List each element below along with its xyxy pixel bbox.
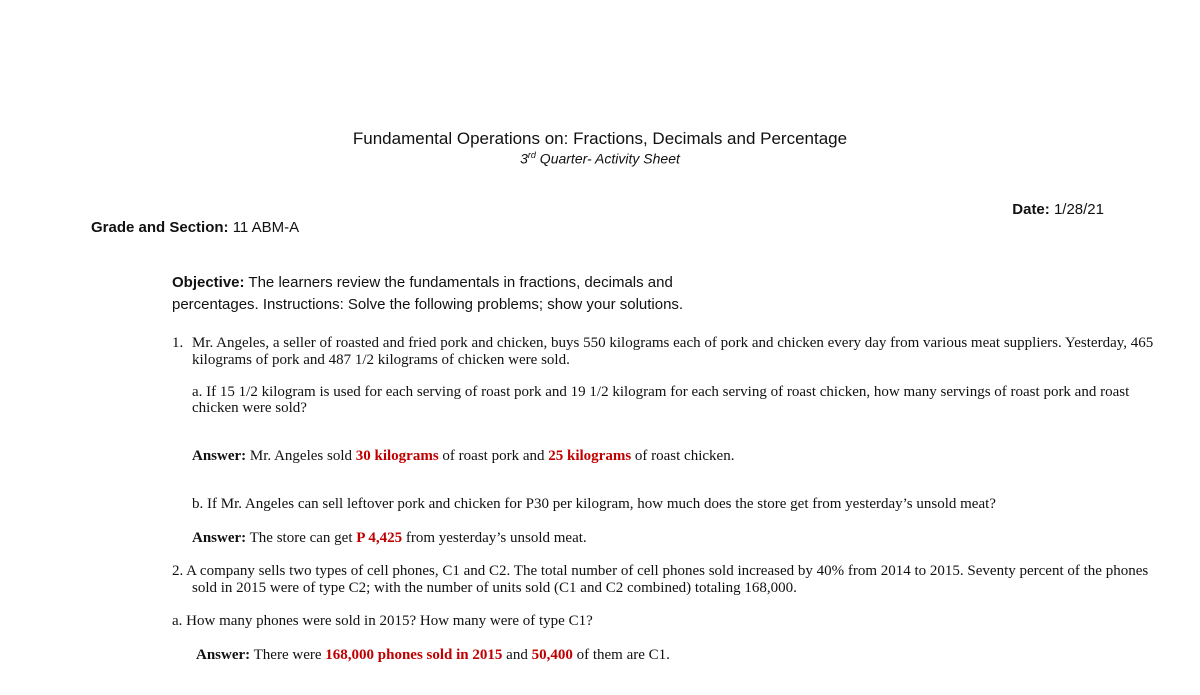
subtitle-text: Quarter- Activity Sheet xyxy=(535,150,680,167)
problem-1b-line: b. If Mr. Angeles can sell leftover pork and chicken for P30 per kilogram, how much does the store get from yesterday’s unsold meat? xyxy=(192,496,996,512)
answer-text: Mr. Angeles sold xyxy=(246,448,356,464)
page-title: Fundamental Operations on: Fractions, Decimals and Percentage xyxy=(352,129,848,148)
problem-1a-answer xyxy=(192,447,734,465)
answer-text: The store can get xyxy=(246,530,357,546)
answer-text: and xyxy=(502,647,532,663)
answer-text: from yesterday’s unsold meat. xyxy=(402,530,587,546)
answer-text: There were xyxy=(250,647,326,663)
answer-highlight: 168,000 phones sold in 2015 xyxy=(325,647,503,663)
answer-highlight: 25 kilograms xyxy=(548,448,632,464)
problem-2-text-line-1: 2. A company sells two types of cell phones, C1 and C2. The total number of cell phones sold increased by 40% from 2014 to 2015. Seventy percent of the phones xyxy=(172,563,1149,579)
objective-text: The learners review the fundamentals in fractions, decimals and xyxy=(244,274,673,291)
page-subtitle xyxy=(0,150,1200,167)
date-field xyxy=(1012,201,1104,218)
subtitle-ordinal: 3 xyxy=(520,150,528,167)
problem-1a-line-1: a. If 15 1/2 kilogram is used for each serving of roast pork and 19 1/2 kilogram for each serving of roast chicken, how many servings of roast pork and roast xyxy=(192,384,1130,400)
answer-label: Answer: xyxy=(192,530,247,546)
grade-section-field xyxy=(91,219,299,236)
objective-label: Objective: xyxy=(172,274,245,291)
answer-highlight: P 4,425 xyxy=(356,530,403,546)
problem-2a-line: a. How many phones were sold in 2015? How many were of type C1? xyxy=(172,613,593,629)
objective-line-1 xyxy=(172,272,683,294)
answer-text: of roast chicken. xyxy=(631,448,735,464)
problem-1-number: 1. xyxy=(172,335,184,351)
grade-label: Grade and Section: xyxy=(91,219,229,236)
date-label: Date: xyxy=(1012,201,1050,218)
answer-highlight: 50,400 xyxy=(531,647,573,663)
answer-text: of them are C1. xyxy=(572,647,670,663)
date-value: 1/28/21 xyxy=(1049,201,1104,218)
problem-2-text-line-2: sold in 2015 were of type C2; with the number of units sold (C1 and C2 combined) totaling 168,000. xyxy=(192,580,797,596)
subtitle-superscript: rd xyxy=(527,150,536,160)
answer-label: Answer: xyxy=(196,647,251,663)
grade-value: 11 ABM-A xyxy=(228,219,300,236)
objective-block xyxy=(172,272,683,316)
problem-1a-line-2: chicken were sold? xyxy=(192,400,307,416)
problem-2a-answer xyxy=(196,646,670,664)
problem-1-text-line-2: kilograms of pork and 487 1/2 kilograms of chicken were sold. xyxy=(192,352,570,368)
answer-highlight: 30 kilograms xyxy=(355,448,439,464)
problem-1-text-line-1: Mr. Angeles, a seller of roasted and fried pork and chicken, buys 550 kilograms each of pork and chicken every day from various meat suppliers. Yesterday, 465 xyxy=(192,335,1154,351)
answer-text: of roast pork and xyxy=(438,448,549,464)
answer-label: Answer: xyxy=(192,448,247,464)
objective-line-2: percentages. Instructions: Solve the following problems; show your solutions. xyxy=(172,296,684,313)
problem-1b-answer xyxy=(192,529,587,547)
